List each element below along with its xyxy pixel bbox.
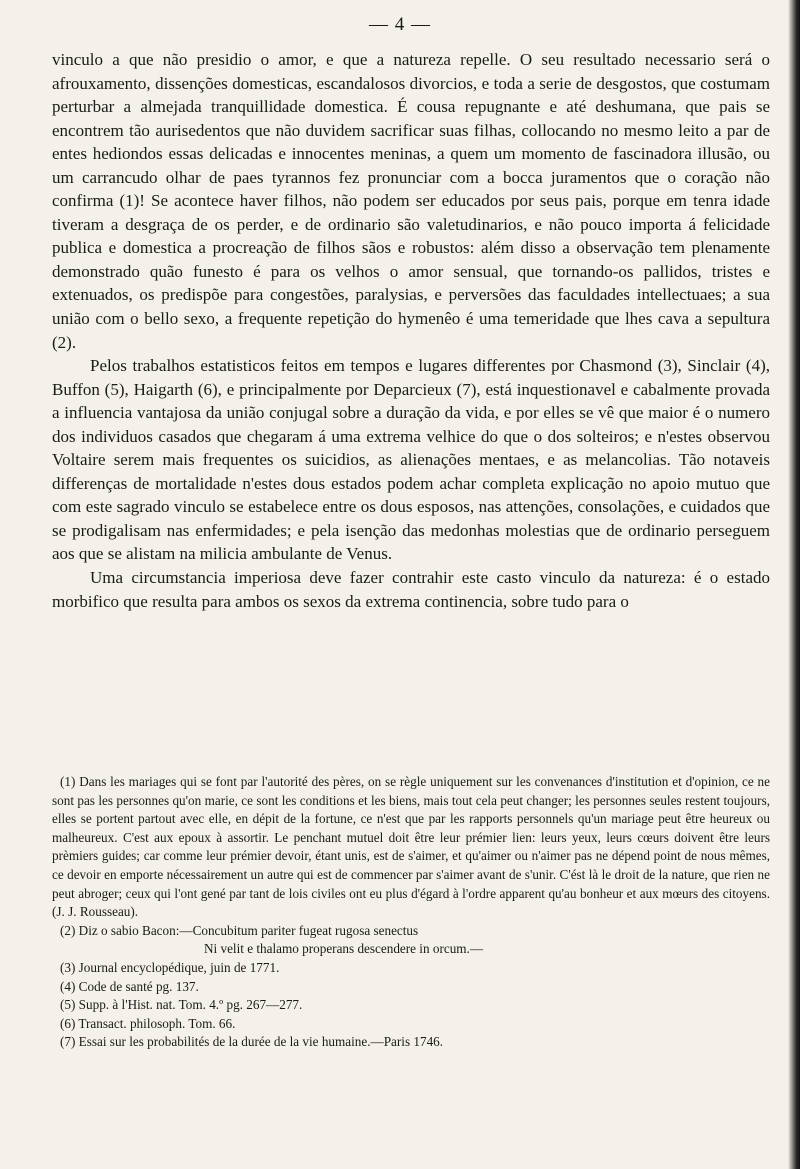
paragraph: vinculo a que não presidio o amor, e que a natureza repelle. O seu resultado necessario será o afrouxamento, dissenções domesticas, escandalosos divorcios, e toda a serie de desgostos, que costumam perturbar a almejada tranquillidade domestica. É cousa repugnante e até deshumana, que pais se encontrem tão aurisedentos que não duvidem sacrificar suas filhas, collocando no mesmo leito a par de entes hediondos essas delicadas e innocentes meninas, a quem um momento de fascinadora illusão, ou um carrancudo olhar de paes tyrannos fez pronunciar com a bocca juramentos que o coração não confirma (1)! Se acontece haver filhos, não podem ser educados por seus pais, porque em tenra idade tiveram a desgraça de os perder, e de ordinario são valetudinarios, e não pouco importa á felicidade publica e domestica a procreação de filhos sãos e robustos: além disso a observação tem plenamente demonstrado quão funesto é para os velhos o amor sensual, que tornando-os pallidos, tristes e extenuados, os predispõe para congestões, paralysias, e perversões das faculdades intellectuaes; a sua união com o bello sexo, a frequente repetição do hymenêo é uma temeridade que lhes cava a sepultura (2). [52,50,770,352]
footnote-1: (1) Dans les mariages qui se font par l'autorité des pères, on se règle uniquement sur les convenances d'institution et d'opinion, ce ne sont pas les personnes qu'on marie, ce sont les conditions et les biens, mais tout cela peut changer; les personnes seules restent toujours, elles se portent partout avec elle, en dépit de la fortune, ce n'est que par les rapports personnels qu'un mariage peut être heureux ou malheureux. C'est aux epoux à assortir. Le penchant mutuel doit être leur prémier lien: leurs yeux, leurs cœurs doivent être leurs prèmiers guides; car comme leur prémier devoir, étant unis, est de s'aimer, et qu'aimer ou n'aimer pas ne dépend point de nous mêmes, ce devoir en emporte nécessairement un autre qui est de commencer par s'aimer avant de s'unir. C'ést là le droit de la nature, que rien ne peut abroger; ceux qui l'ont gené par tant de lois civiles ont eu plus d'égard à l'ordre apparent qu'au bonheur et aux mœurs des citoyens. (J. J. Rousseau). [52,774,770,920]
footnotes [52,773,770,1052]
footnote-2: (2) Diz o sabio Bacon:—Concubitum pariter fugeat rugosa senectus [60,922,419,938]
footnote-2-verse: Ni velit e thalamo properans descendere in orcum.— [204,941,484,957]
main-text [52,48,770,613]
footnote-7: (7) Essai sur les probabilités de la durée de la vie humaine.—Paris 1746. [60,1034,444,1050]
paragraph: Uma circumstancia imperiosa deve fazer contrahir este casto vinculo da natureza: é o estado morbifico que resulta para ambos os sexos da extrema continencia, sobre tudo para o [52,568,770,611]
footnote-3: (3) Journal encyclopédique, juin de 1771. [60,959,280,975]
paragraph: Pelos trabalhos estatisticos feitos em tempos e lugares differentes por Chasmond (3), Sinclair (4), Buffon (5), Haigarth (6), e principalmente por Deparcieux (7), está inquestionavel e cabalmente provada a influencia vantajosa da união conjugal sobre a duração da vida, e por elles se vê que maior é o numero dos individuos casados que chegaram á uma extrema velhice do que o dos solteiros; e n'estes observou Voltaire serem mais frequentes os suicidios, as alienações mentaes, e as melancolias. Tão notaveis differenças de mortalidade n'estes dous estados podem achar completa explicação no apoio mutuo que com este sagrado vinculo se estabelece entre os dous esposos, nas attenções, consolações, e cuidados que se prodigalisam nas enfermidades; e pela isenção das medonhas molestias que de ordinario perseguem aos que se alistam na milicia ambulante de Venus. [52,356,770,564]
page-number: — 4 — [369,14,431,35]
footnote-6: (6) Transact. philosoph. Tom. 66. [60,1015,236,1031]
footnote-4: (4) Code de santé pg. 137. [60,978,199,994]
page-edge-shadow [788,0,800,1169]
footnote-5: (5) Supp. à l'Hist. nat. Tom. 4.º pg. 267—277. [60,997,303,1013]
